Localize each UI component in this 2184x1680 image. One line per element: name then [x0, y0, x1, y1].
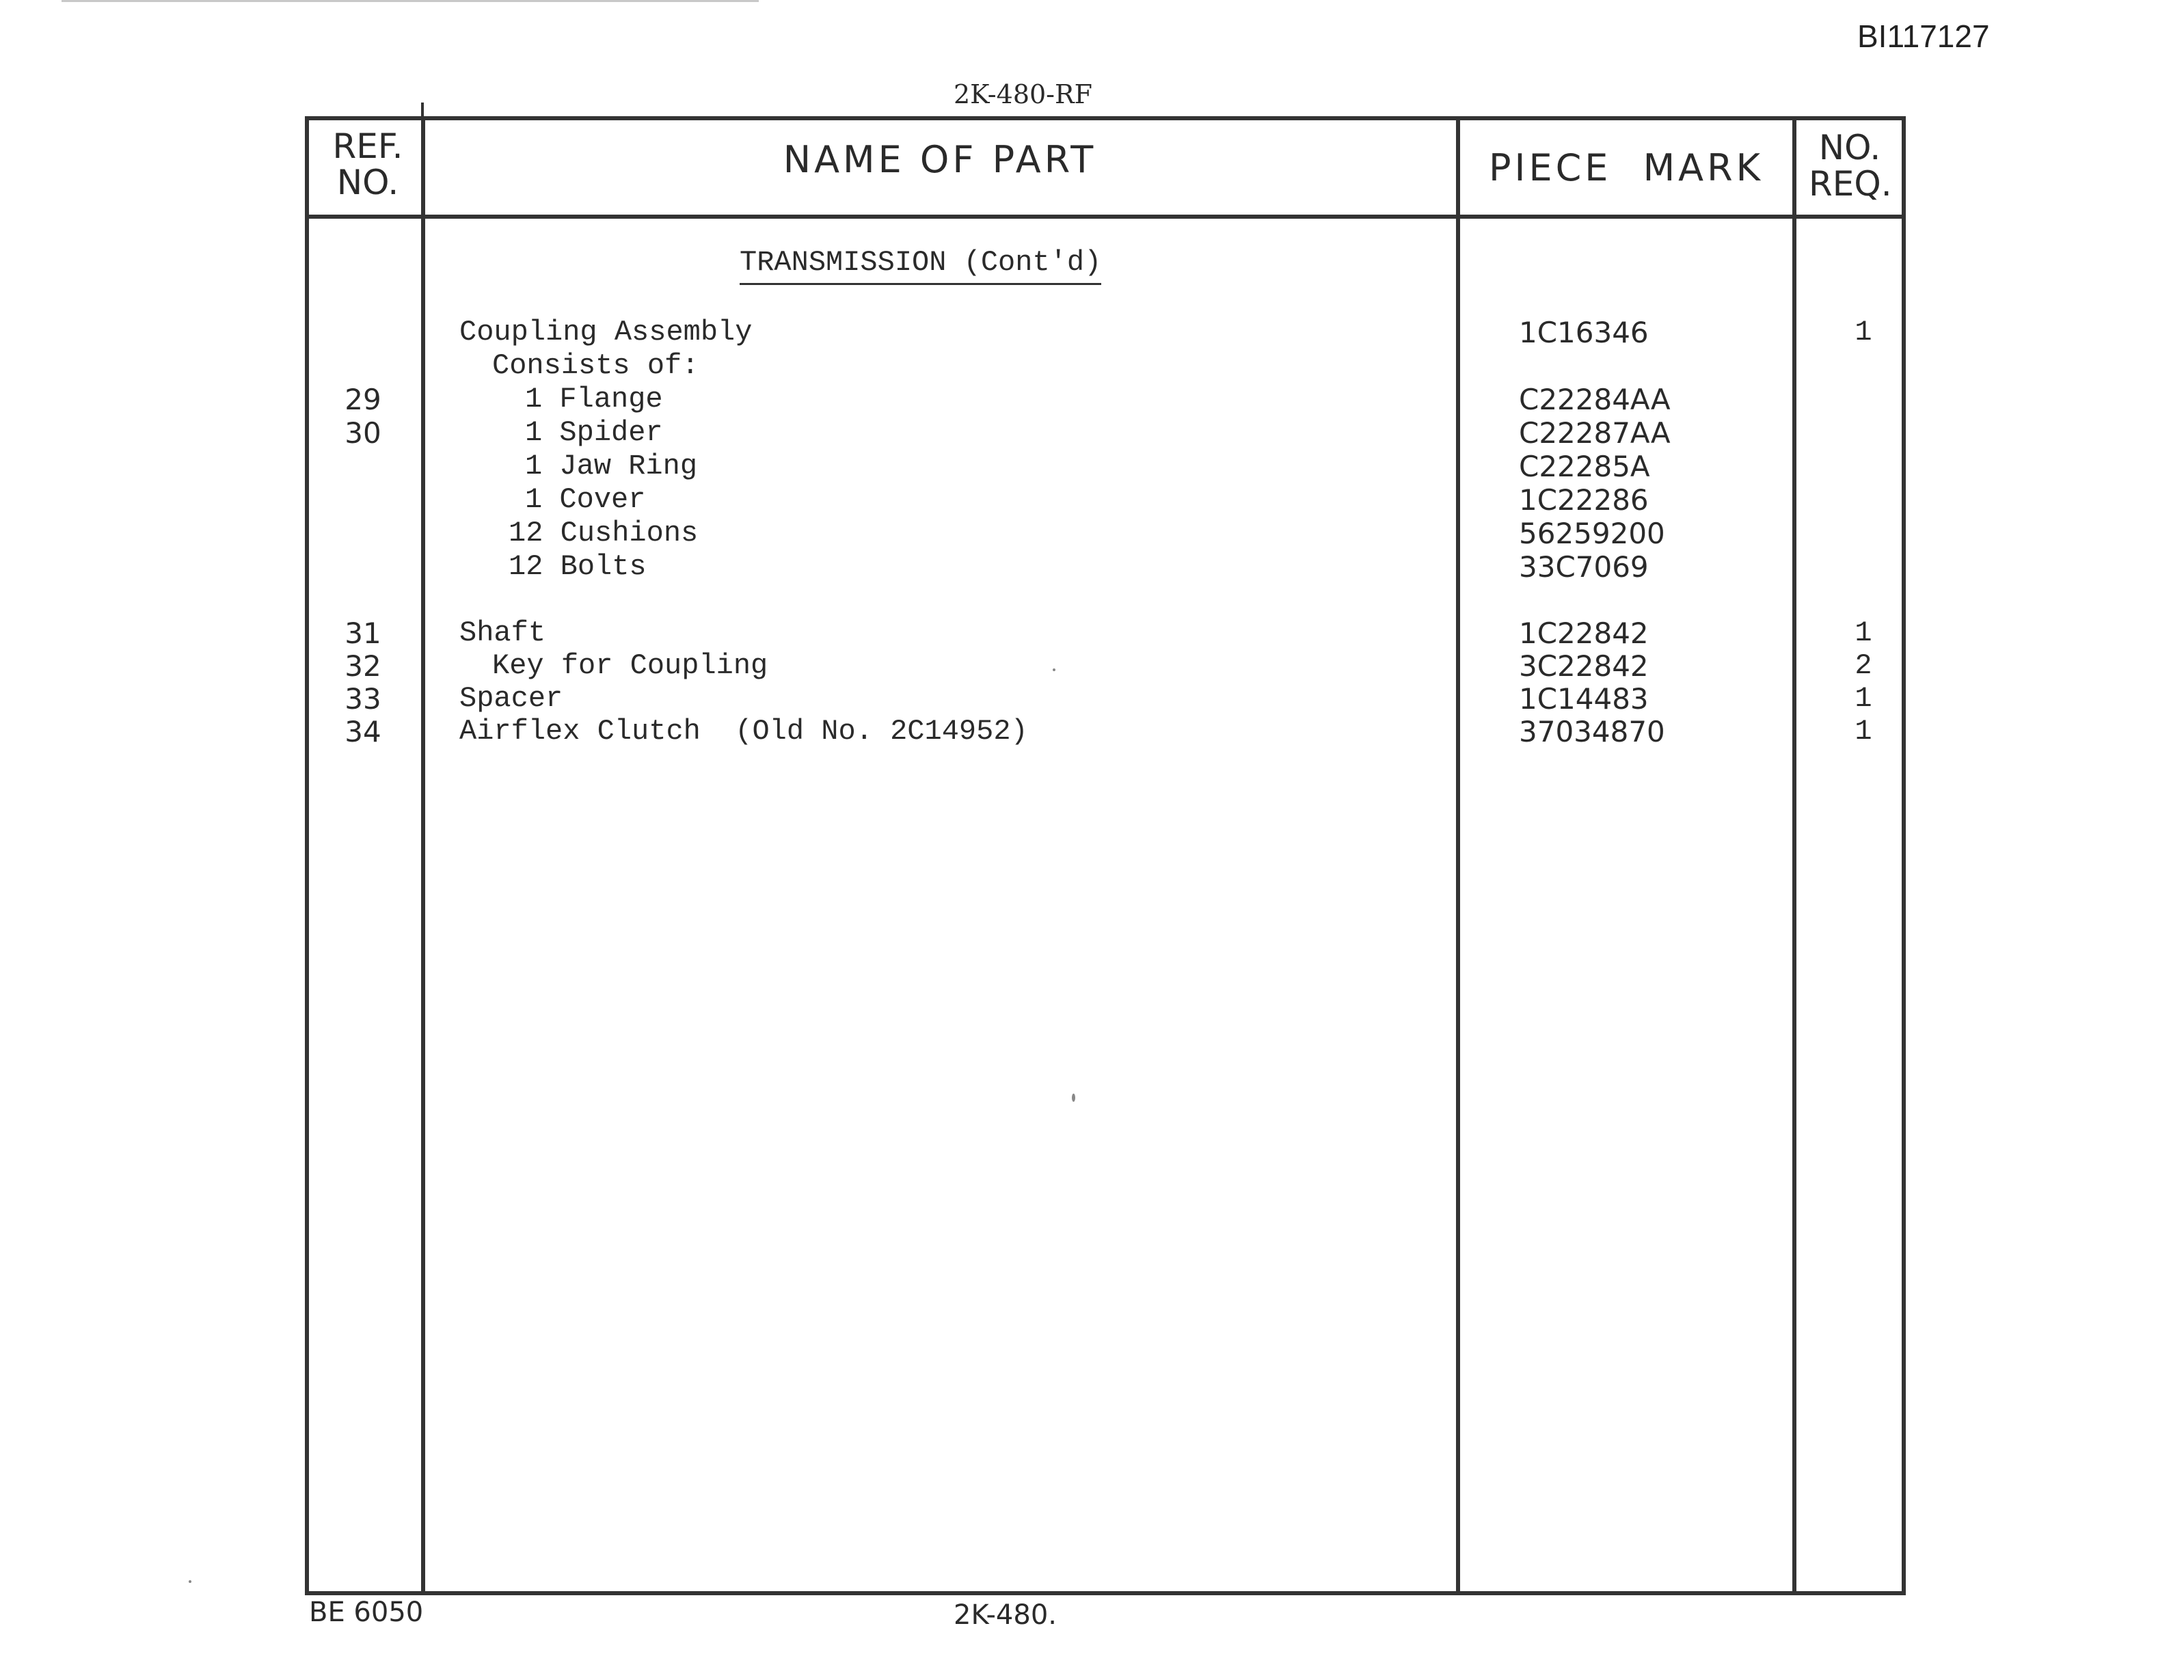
scan-speck	[1053, 668, 1055, 671]
header-no-req	[1795, 130, 1904, 202]
document-id: BI117127	[1857, 18, 1990, 54]
table-row	[305, 550, 1906, 583]
table-row	[305, 450, 1906, 483]
top-drawing-code: 2K-480-RF	[954, 79, 1092, 109]
header-name-of-part: NAME OF PART	[783, 138, 1097, 181]
row-ref: 30	[345, 416, 381, 450]
header-ref-no	[312, 128, 424, 200]
row-piece-mark: 1C14483	[1519, 682, 1649, 716]
header-divider	[305, 215, 1906, 219]
row-name: 12 Bolts	[509, 550, 647, 583]
row-name: Spacer	[459, 682, 563, 715]
row-qty: 1	[1855, 682, 1872, 715]
table-row	[305, 682, 1906, 715]
row-piece-mark: C22284AA	[1519, 383, 1671, 416]
row-ref: 34	[345, 715, 381, 748]
row-piece-mark: 56259200	[1519, 517, 1665, 550]
row-name: Shaft	[459, 617, 546, 649]
row-name: Coupling Assembly	[459, 316, 753, 349]
row-qty: 1	[1855, 715, 1872, 748]
row-piece-mark: 1C16346	[1519, 316, 1649, 349]
table-row	[305, 349, 1906, 382]
row-piece-mark: C22285A	[1519, 450, 1650, 483]
table-row	[305, 483, 1906, 516]
header-ref-no-label: REF. NO.	[332, 126, 403, 202]
scan-edge-line	[62, 0, 759, 2]
row-ref: 33	[345, 682, 381, 716]
table-row	[305, 416, 1906, 449]
row-piece-mark: 3C22842	[1519, 649, 1649, 683]
row-qty: 2	[1855, 649, 1872, 682]
table-row	[305, 383, 1906, 416]
form-number: BE 6050	[309, 1597, 424, 1628]
scan-speck	[1072, 1094, 1075, 1102]
row-piece-mark: 1C22286	[1519, 483, 1649, 517]
table-row	[305, 617, 1906, 649]
row-name: Airflex Clutch (Old No. 2C14952)	[459, 715, 1028, 748]
row-piece-mark: 1C22842	[1519, 617, 1649, 650]
row-ref: 32	[345, 649, 381, 683]
table-row	[305, 715, 1906, 748]
row-qty: 1	[1855, 617, 1872, 649]
row-qty: 1	[1855, 316, 1872, 349]
row-name: 1 Jaw Ring	[525, 450, 698, 483]
row-name: 12 Cushions	[509, 517, 699, 550]
row-piece-mark: 33C7069	[1519, 550, 1649, 584]
row-name: 1 Spider	[525, 416, 663, 449]
row-name: 1 Flange	[525, 383, 663, 416]
row-ref: 29	[345, 383, 381, 416]
table-row	[305, 316, 1906, 349]
scan-speck	[189, 1580, 191, 1583]
row-ref: 31	[345, 617, 381, 650]
row-name: 1 Cover	[525, 483, 646, 516]
section-title: TRANSMISSION (Cont'd)	[740, 246, 1101, 285]
row-name: Key for Coupling	[492, 649, 768, 682]
header-no-req-label: NO. REQ.	[1809, 128, 1892, 204]
header-piece-mark: PIECE MARK	[1488, 146, 1764, 189]
table-row	[305, 649, 1906, 682]
row-piece-mark: 37034870	[1519, 715, 1665, 748]
row-name: Consists of:	[492, 349, 699, 382]
row-piece-mark: C22287AA	[1519, 416, 1671, 450]
table-row	[305, 517, 1906, 550]
bottom-drawing-code: 2K-480.	[954, 1599, 1057, 1631]
